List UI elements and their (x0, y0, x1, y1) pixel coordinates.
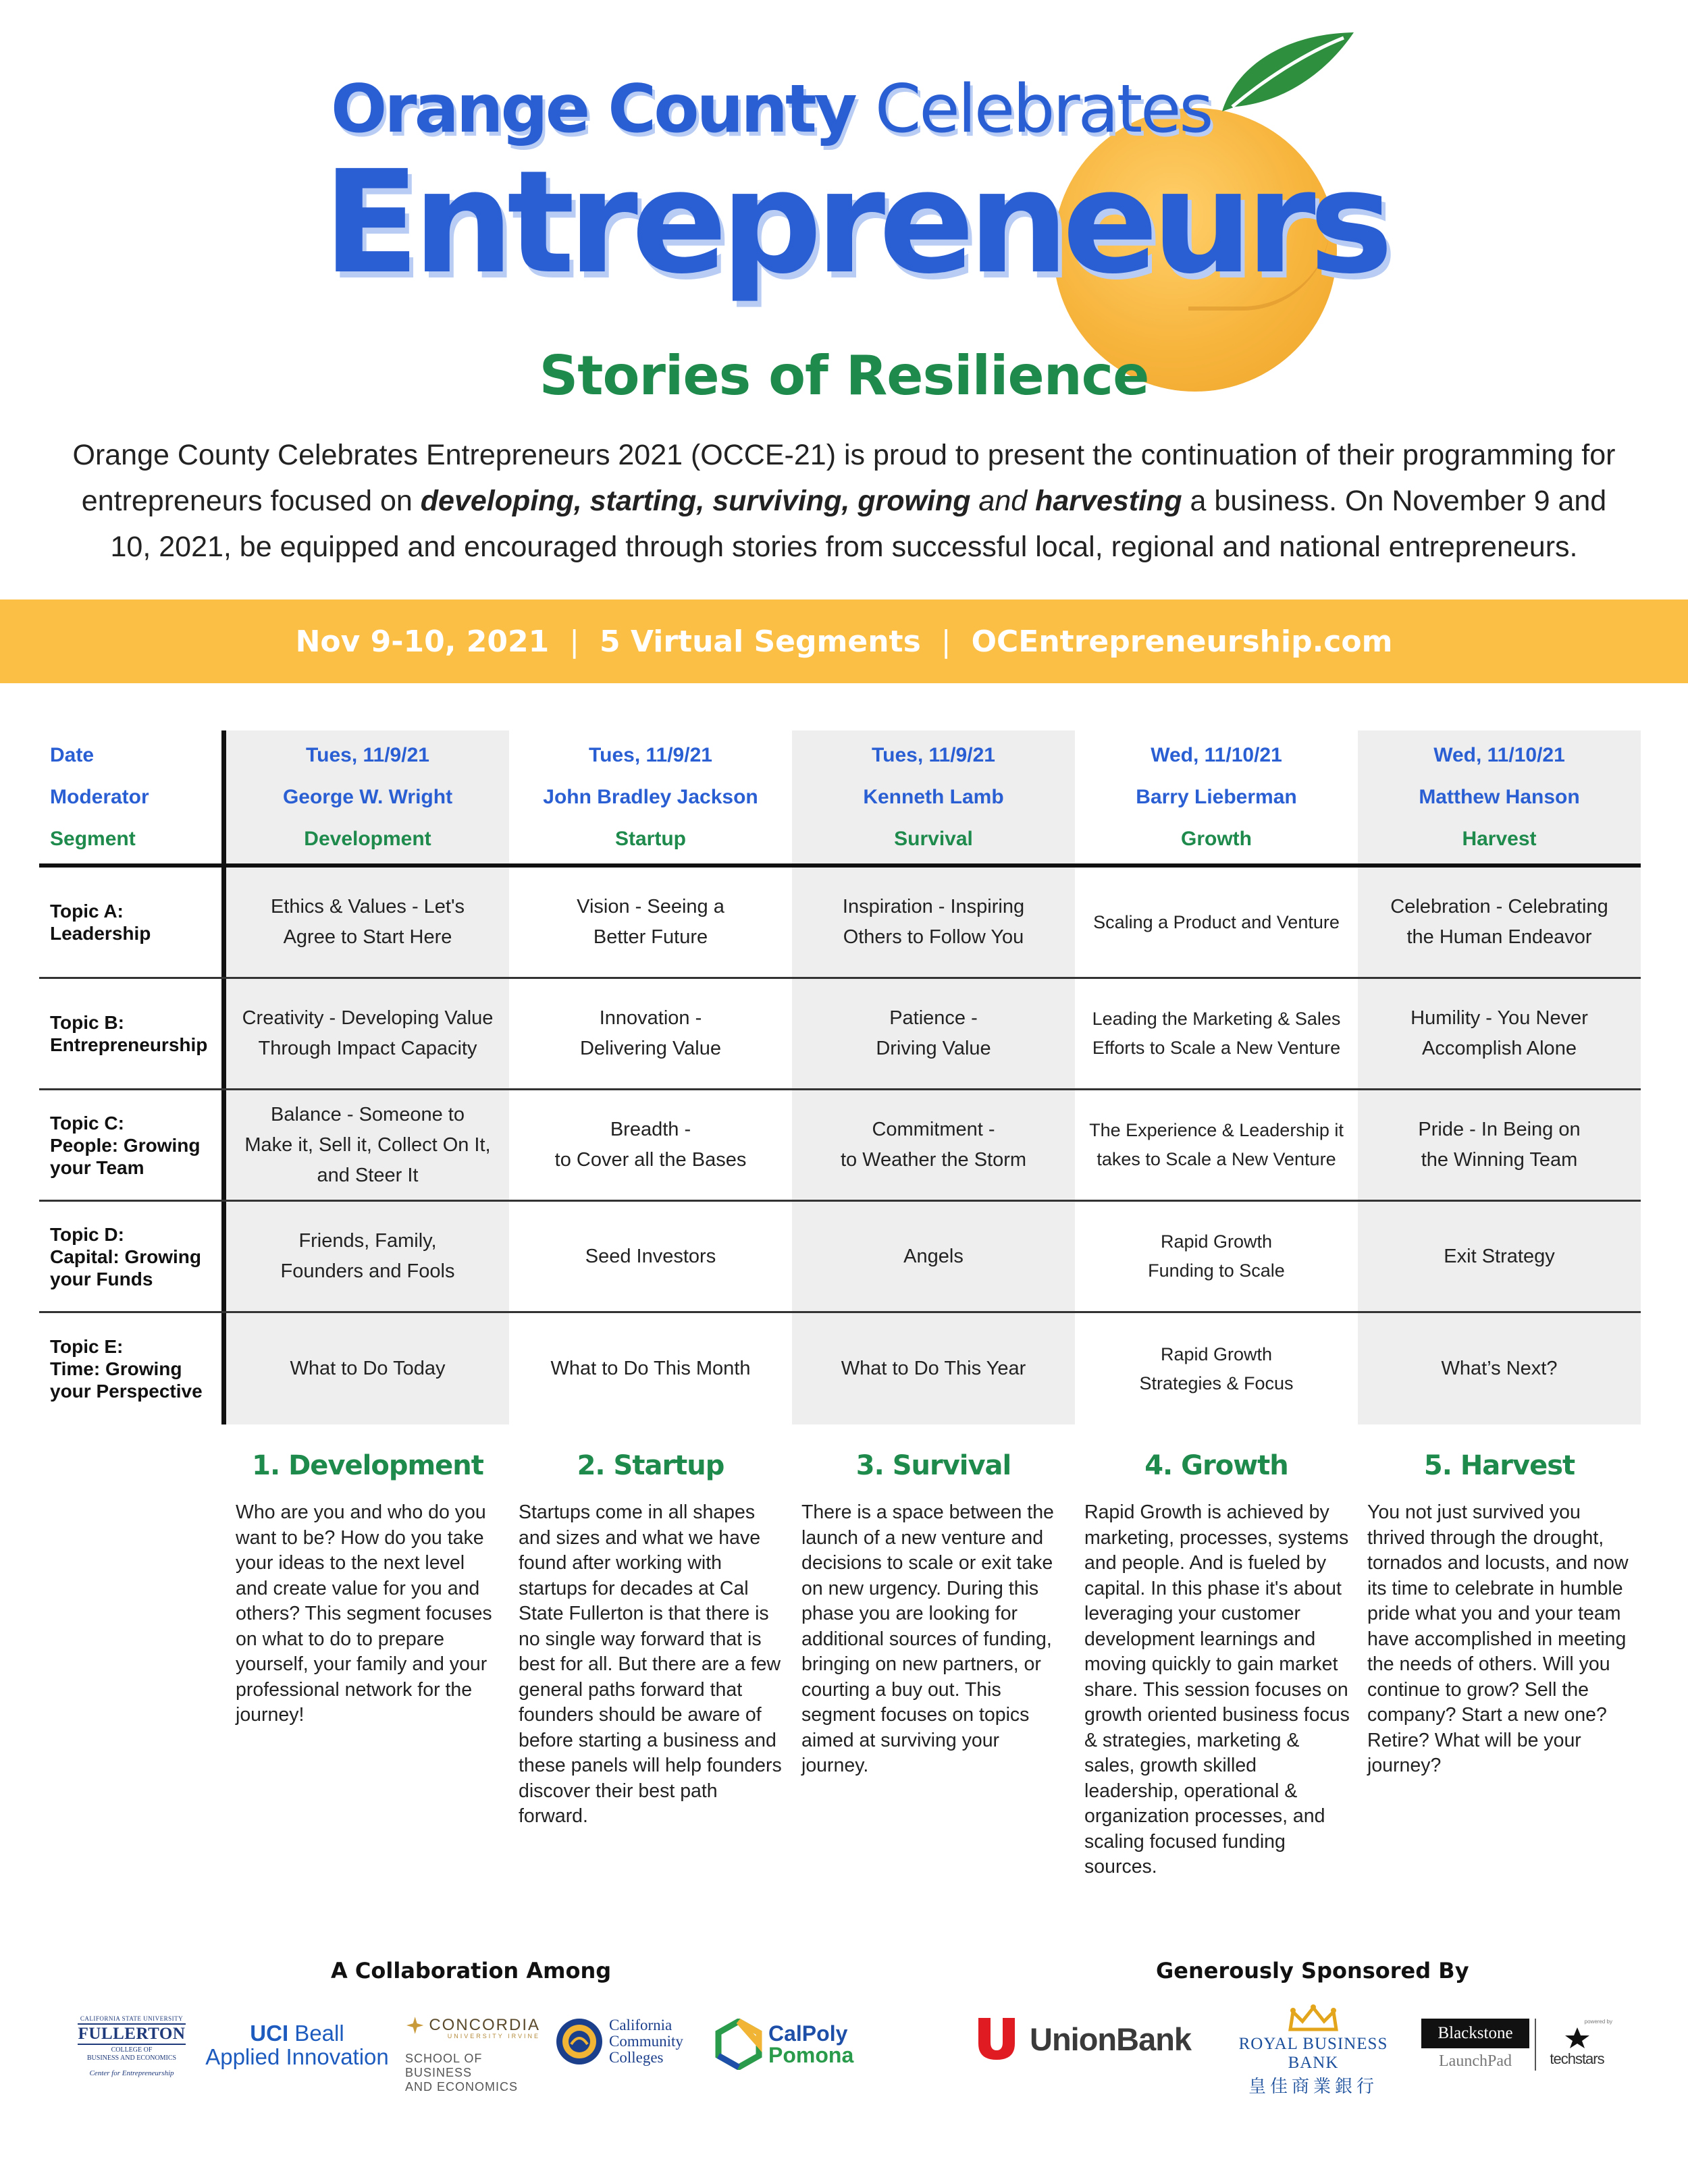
column-date: Tues, 11/9/21 (589, 743, 712, 766)
title-line-1: Orange County Celebrates (331, 71, 1212, 148)
column-date: Wed, 11/10/21 (1151, 743, 1282, 766)
table-cell: Innovation - Delivering Value (579, 1007, 722, 1059)
table-cell: Inspiration - Inspiring Others to Follow You (792, 868, 1075, 977)
row-label: Topic D: Capital: Growing your Funds (39, 1202, 226, 1311)
banner-url[interactable]: OCEntrepreneurship.com (971, 624, 1393, 659)
segment-description (509, 1450, 792, 1880)
table-cell: What to Do This Month (550, 1358, 751, 1379)
row-label: Topic A: Leadership (39, 868, 226, 977)
subtitle: Stories of Resilience (539, 344, 1149, 407)
california-community-colleges-logo: California Community Colleges (555, 2017, 683, 2066)
table-cell: What to Do This Year (792, 1313, 1075, 1424)
banner-separator: | (569, 624, 580, 659)
table-cell: Rapid Growth Funding to Scale (1148, 1231, 1285, 1281)
column-segment: Growth (1181, 827, 1252, 850)
calpoly-hex-icon (714, 2019, 763, 2070)
table-cell: Vision - Seeing a Better Future (577, 896, 724, 948)
unionbank-mark-icon (976, 2015, 1018, 2062)
uci-beall-logo: UCI Beall Applied Innovation (205, 2021, 389, 2069)
segment-title: 4. Growth (1144, 1450, 1288, 1481)
moderator-label: Moderator (50, 785, 149, 808)
table-row (39, 1202, 1641, 1313)
table-header (39, 730, 1641, 868)
table-row (39, 868, 1641, 979)
sponsor-title: Generously Sponsored By (1156, 1958, 1469, 1983)
column-head-development (226, 730, 509, 863)
concordia-mark-icon (405, 2015, 425, 2035)
title-line-2: Entrepreneurs (323, 140, 1387, 305)
column-date: Tues, 11/9/21 (872, 743, 995, 766)
segment-title: 2. Startup (577, 1450, 724, 1481)
table-cell: Commitment - to Weather the Storm (792, 1090, 1075, 1200)
table-cell: Exit Strategy (1358, 1202, 1641, 1311)
table-cell: Scaling a Product and Venture (1093, 911, 1340, 932)
table-row (39, 1090, 1641, 1202)
segment-text: Rapid Growth is achieved by marketing, processes, systems and people. And is fueled by capital. In this phase it's about leveraging your customer development learnings and moving quickly to gain market share. This session focuses on growth oriented business focus & strategies, marketing & sales, growth skilled leadership, operational & organization processes, and scaling focused funding sources. (1084, 1501, 1350, 1877)
table-cell: Seed Investors (585, 1245, 716, 1267)
segment-text: Who are you and who do you want to be? How do you take your ideas to the next level and create value for you and others? This segment focuses on what to do to prepare yourself, your family and your professional network for the journey! (236, 1501, 492, 1726)
table-cell: Humility - You Never Accomplish Alone (1358, 979, 1641, 1088)
table-cell: Creativity - Developing Value Through Impact Capacity (226, 979, 509, 1088)
segment-description (792, 1450, 1075, 1880)
row-label: Topic E: Time: Growing your Perspective (39, 1313, 226, 1424)
event-banner (0, 600, 1688, 683)
banner-separator: | (941, 624, 951, 659)
csuf-logo: CALIFORNIA STATE UNIVERSITY FULLERTON COLLEGE OF BUSINESS AND ECONOMICS Center for Entrepreneurship (78, 2015, 186, 2077)
column-moderator: Barry Lieberman (1136, 785, 1297, 808)
column-segment: Startup (615, 827, 686, 850)
segment-description (1358, 1450, 1641, 1880)
table-cell: Rapid Growth Strategies & Focus (1139, 1343, 1294, 1393)
table-cell: Celebration - Celebrating the Human Endeavor (1358, 868, 1641, 977)
schedule-table (39, 730, 1641, 1424)
calpoly-pomona-logo: CalPoly Pomona (714, 2019, 853, 2070)
crown-icon (1286, 2004, 1340, 2033)
table-cell: The Experience & Leadership it takes to Scale a New Venture (1089, 1120, 1344, 1169)
techstars-star-icon (1564, 2026, 1591, 2049)
concordia-logo: CONCORDIA UNIVERSITY IRVINE SCHOOL OF BUSINESS AND ECONOMICS (405, 2016, 540, 2094)
unionbank-logo: UnionBank (976, 2015, 1191, 2062)
column-head-harvest (1358, 730, 1641, 863)
ccc-seal-icon (555, 2017, 604, 2066)
banner-dates: Nov 9-10, 2021 (295, 624, 550, 659)
table-cell: Patience - Driving Value (792, 979, 1075, 1088)
collaboration-title: A Collaboration Among (331, 1958, 612, 1983)
segment-description (226, 1450, 509, 1880)
table-cell: Breadth - to Cover all the Bases (554, 1119, 747, 1171)
segment-title: 3. Survival (855, 1450, 1011, 1481)
segment-label: Segment (50, 827, 136, 850)
column-head-survival (792, 730, 1075, 863)
table-cell: Pride - In Being on the Winning Team (1358, 1090, 1641, 1200)
table-cell: What’s Next? (1358, 1313, 1641, 1424)
column-segment: Harvest (1462, 827, 1537, 850)
royal-business-bank-logo: ROYAL BUSINESS BANK 皇佳商業銀行 (1222, 2004, 1404, 2098)
table-cell: Ethics & Values - Let's Agree to Start Here (226, 868, 509, 977)
segment-text: Startups come in all shapes and sizes and what we have found after working with startups for decades at Cal State Fullerton is that there is no single way forward that is best for all. But there are a few general paths forward that founders should be aware of before starting a business and these panels will help founders discover their best path forward. (519, 1501, 782, 1827)
column-moderator: Kenneth Lamb (863, 785, 1004, 808)
header (0, 0, 1688, 407)
column-moderator: Matthew Hanson (1419, 785, 1580, 808)
segment-title: 1. Development (252, 1450, 483, 1481)
column-date: Wed, 11/10/21 (1433, 743, 1565, 766)
segment-description (1075, 1450, 1358, 1880)
blackstone-launchpad-techstars-logo: Blackstone LaunchPad powered by techstars (1421, 2019, 1612, 2071)
segment-descriptions (226, 1450, 1641, 1880)
table-cell: Leading the Marketing & Sales Efforts to Scale a New Venture (1092, 1009, 1341, 1058)
column-segment: Survival (894, 827, 973, 850)
segment-text: There is a space between the launch of a new venture and decisions to scale or exit take on new urgency. During this phase you are looking for additional sources of funding, bringing on new partners, or courting a buy out. This segment focuses on topics aimed at surviving your journey. (801, 1501, 1054, 1776)
column-head-startup (509, 730, 792, 863)
table-cell: Friends, Family, Founders and Fools (226, 1202, 509, 1311)
column-moderator: George W. Wright (282, 785, 453, 808)
segment-title: 5. Harvest (1423, 1450, 1575, 1481)
intro-paragraph: Orange County Celebrates Entrepreneurs 2021 (OCCE-21) is proud to present the continuation of their programming for entrepreneurs focused on developing, starting, surviving, growing and harvesting a business. On November 9 and 10, 2021, be equipped and encouraged through stories from successful local, regional and national entrepreneurs. (72, 439, 1616, 563)
table-row (39, 979, 1641, 1090)
banner-segments: 5 Virtual Segments (600, 624, 921, 659)
table-body (39, 868, 1641, 1424)
table-cell: What to Do Today (226, 1313, 509, 1424)
leaf-icon (1209, 27, 1357, 115)
segment-text: You not just survived you thrived through the drought, tornados and locusts, and now its time to celebrate in humble pride what you and your team have accomplished in meeting the needs of others. Will you continue to grow? Sell the company? Start a new one? Retire? What will be your journey? (1367, 1501, 1629, 1776)
column-date: Tues, 11/9/21 (306, 743, 429, 766)
table-row (39, 1313, 1641, 1424)
row-label: Topic B: Entrepreneurship (39, 979, 226, 1088)
column-segment: Development (304, 827, 431, 850)
column-head-growth (1075, 730, 1358, 863)
table-cell: Balance - Someone to Make it, Sell it, Collect On It, and Steer It (226, 1090, 509, 1200)
header-labels (39, 730, 226, 863)
column-moderator: John Bradley Jackson (543, 785, 758, 808)
date-label: Date (50, 743, 95, 766)
row-label: Topic C: People: Growing your Team (39, 1090, 226, 1200)
table-cell: Angels (792, 1202, 1075, 1311)
